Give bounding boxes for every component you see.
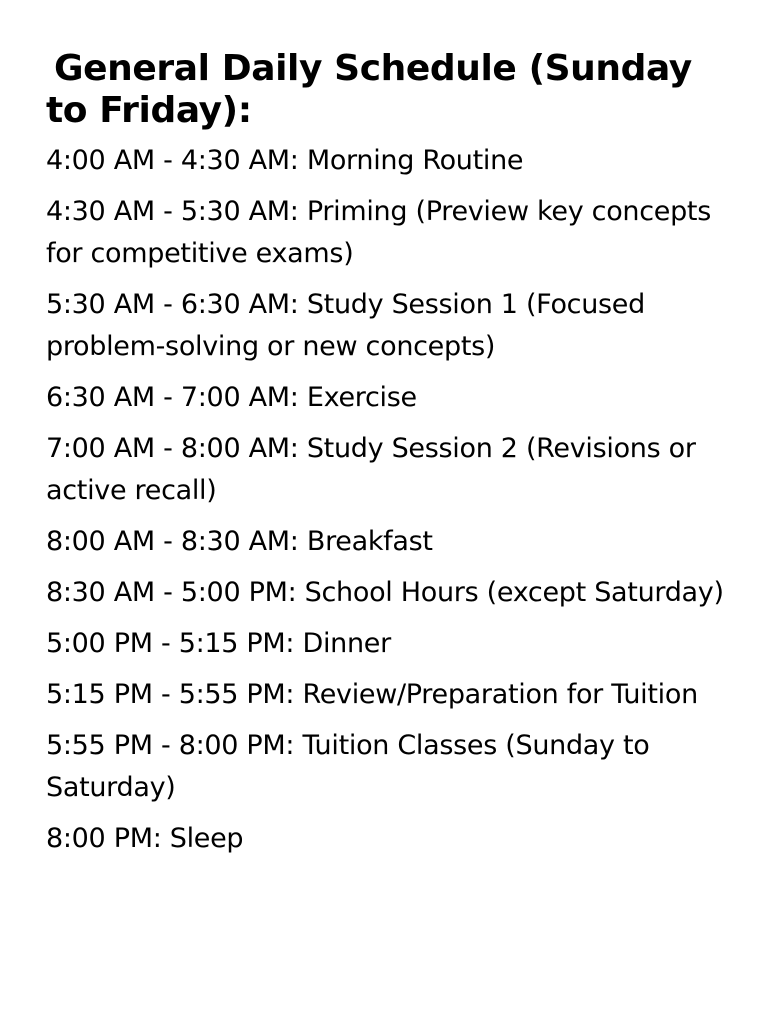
schedule-item: 4:00 AM - 4:30 AM: Morning Routine — [46, 145, 524, 176]
schedule-list — [46, 140, 736, 860]
schedule-item: 5:00 PM - 5:15 PM: Dinner — [46, 628, 391, 659]
schedule-item: 8:00 AM - 8:30 AM: Breakfast — [46, 526, 433, 557]
schedule-item: 4:30 AM - 5:30 AM: Priming (Preview key concepts for competitive exams) — [46, 196, 711, 269]
schedule-item: 5:15 PM - 5:55 PM: Review/Preparation for Tuition — [46, 679, 698, 710]
page-title-text: General Daily Schedule (Sunday to Friday): — [46, 48, 692, 131]
document-page — [46, 48, 736, 869]
schedule-item: 6:30 AM - 7:00 AM: Exercise — [46, 382, 417, 413]
page-title — [46, 48, 736, 132]
schedule-item: 5:30 AM - 6:30 AM: Study Session 1 (Focused problem-solving or new concepts) — [46, 289, 645, 362]
schedule-item: 8:30 AM - 5:00 PM: School Hours (except Saturday) — [46, 577, 724, 608]
schedule-item: 8:00 PM: Sleep — [46, 823, 244, 854]
schedule-item: 7:00 AM - 8:00 AM: Study Session 2 (Revisions or active recall) — [46, 433, 696, 506]
schedule-item: 5:55 PM - 8:00 PM: Tuition Classes (Sunday to Saturday) — [46, 730, 650, 803]
